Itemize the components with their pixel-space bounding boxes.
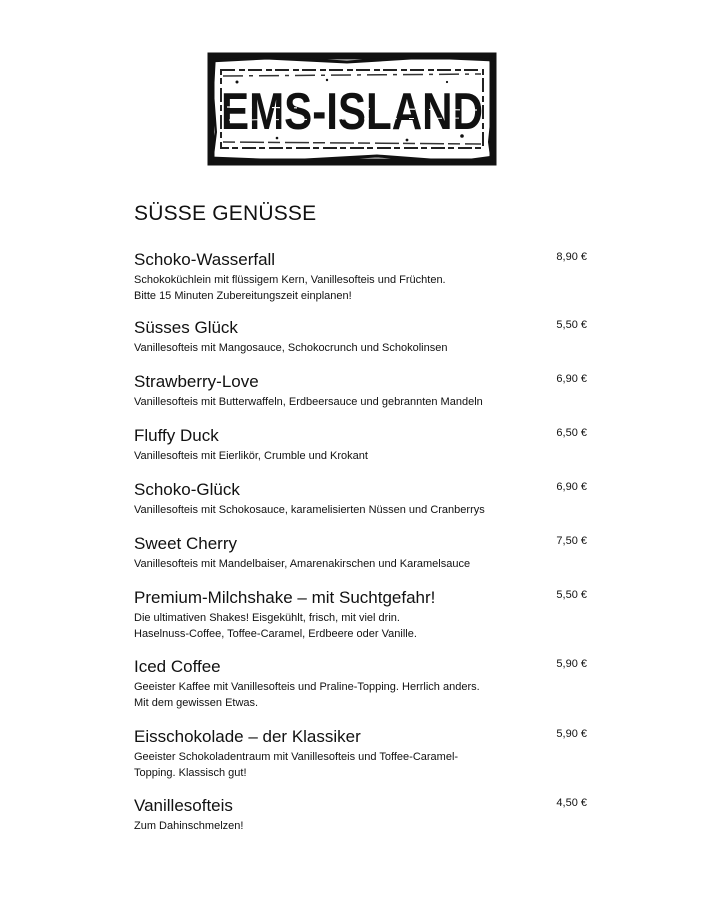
item-name: Fluffy Duck	[134, 426, 219, 445]
item-description: Vanillesofteis mit Schokosauce, karamelisierten Nüssen und Cranberrys	[134, 504, 485, 516]
item-price: 5,90 €	[556, 728, 587, 740]
item-price: 7,50 €	[556, 535, 587, 547]
menu-item	[134, 318, 590, 372]
item-price: 6,90 €	[556, 481, 587, 493]
menu-item	[134, 657, 590, 727]
menu-item	[134, 426, 590, 480]
item-description: Vanillesofteis mit Mangosauce, Schokocrunch und Schokolinsen	[134, 342, 448, 354]
item-name: Eisschokolade – der Klassiker	[134, 727, 361, 746]
dessert-menu-list	[134, 250, 590, 836]
item-description: Schokoküchlein mit flüssigem Kern, Vanillesofteis und Früchten. Bitte 15 Minuten Zubereitungszeit einplanen!	[134, 274, 446, 302]
item-description: Geeister Kaffee mit Vanillesofteis und Praline-Topping. Herrlich anders. Mit dem gewissen Etwas.	[134, 681, 480, 709]
item-name: Schoko-Glück	[134, 480, 240, 499]
item-description: Vanillesofteis mit Butterwaffeln, Erdbeersauce und gebrannten Mandeln	[134, 396, 483, 408]
menu-item	[134, 250, 590, 318]
menu-item	[134, 796, 590, 836]
item-price: 5,90 €	[556, 658, 587, 670]
menu-item	[134, 534, 590, 588]
item-description: Geeister Schokoladentraum mit Vanillesofteis und Toffee-Caramel- Topping. Klassisch gut!	[134, 751, 459, 779]
item-name: Strawberry-Love	[134, 372, 259, 391]
menu-item	[134, 480, 590, 534]
logo-wordmark: EMS-ISLAND	[221, 83, 483, 141]
menu-item	[134, 727, 590, 796]
item-name: Schoko-Wasserfall	[134, 250, 276, 269]
item-description: Zum Dahinschmelzen!	[134, 820, 244, 832]
item-description: Vanillesofteis mit Eierlikör, Crumble und Krokant	[134, 450, 368, 462]
item-name: Iced Coffee	[134, 657, 221, 676]
item-name: Vanillesofteis	[134, 796, 233, 815]
item-description: Vanillesofteis mit Mandelbaiser, Amarenakirschen und Karamelsauce	[134, 558, 471, 570]
item-price: 6,90 €	[556, 373, 587, 385]
item-price: 5,50 €	[556, 589, 587, 601]
item-name: Sweet Cherry	[134, 534, 237, 553]
item-name: Premium-Milchshake – mit Suchtgefahr!	[134, 588, 436, 607]
item-name: Süsses Glück	[134, 318, 238, 337]
item-price: 5,50 €	[556, 319, 587, 331]
item-price: 4,50 €	[556, 797, 587, 809]
item-description: Die ultimativen Shakes! Eisgekühlt, frisch, mit viel drin. Haselnuss-Coffee, Toffee-Caramel, Erdbeere oder Vanille.	[134, 612, 417, 640]
ems-island-logo	[207, 52, 497, 166]
menu-item	[134, 372, 590, 426]
menu-item	[134, 588, 590, 657]
logo-stamp-graphic	[207, 52, 497, 166]
item-price: 6,50 €	[556, 427, 587, 439]
item-price: 8,90 €	[556, 251, 587, 263]
section-title: SÜSSE GENÜSSE	[134, 202, 317, 225]
